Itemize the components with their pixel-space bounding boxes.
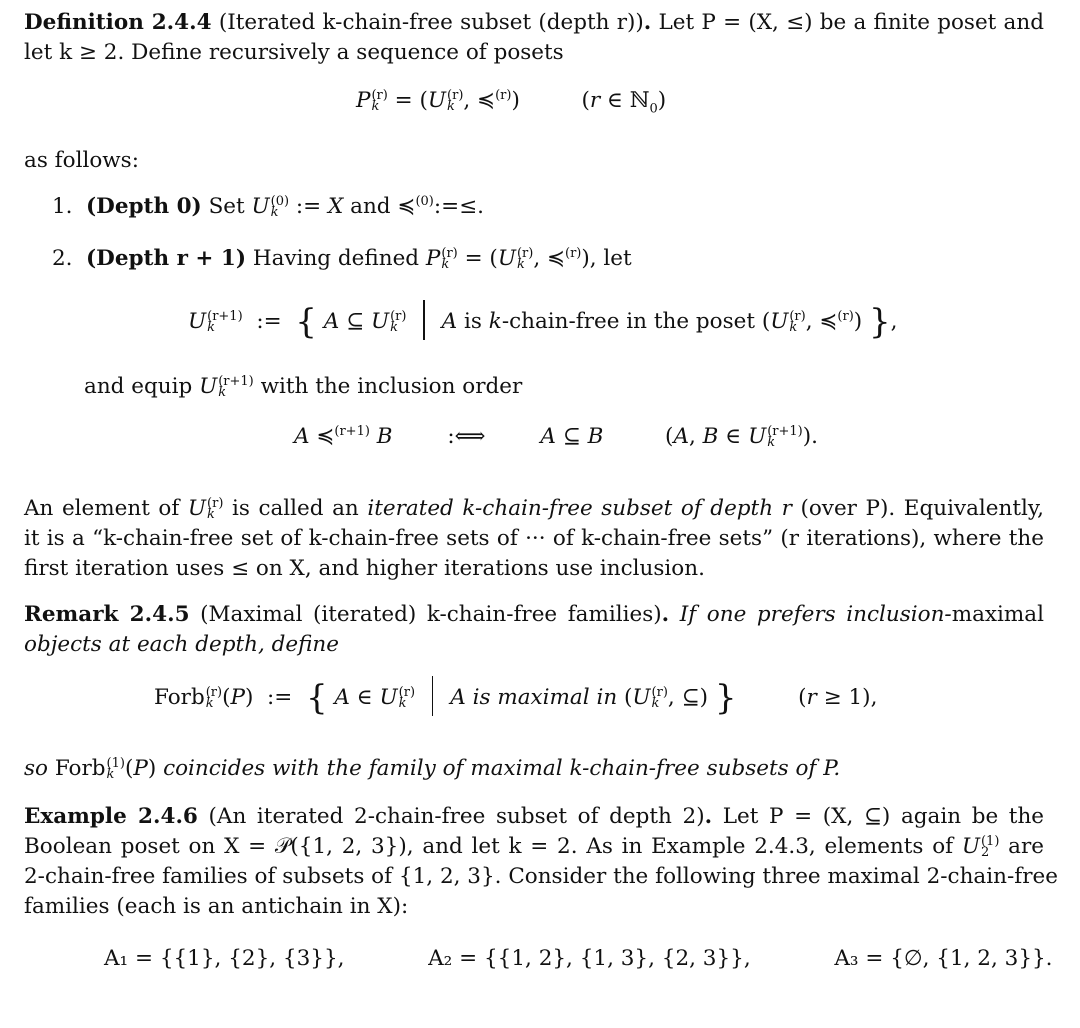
equip-inclusion-order: and equip U (r+1) k with the inclusion order: [84, 374, 523, 400]
remark-conclusion: so Forb (1) k (P) coincides with the family of maximal k-chain-free subsets of P.: [24, 756, 841, 782]
paragraph-iterated: An element of U (r) k is called an iterated k-chain-free subset of depth r (over P). Equivalently, it is a “k-chain-free set of k-chain-free sets of ··· of k-chain-free sets” (r iterations), where the first iteration uses ≤ on X, and higher iterations use inclusion.: [24, 496, 1044, 581]
as-follows: as follows:: [24, 148, 139, 173]
family-A3: A₃ = {∅, {1, 2, 3}}.: [834, 946, 1053, 971]
list-label-depth-r1: (Depth r + 1): [86, 246, 247, 271]
example-title: (An iterated 2-chain-free subset of depth 2): [208, 804, 705, 829]
definition-line-1: Definition 2.4.4 (Iterated k-chain-free subset (depth r)). Let P = (X, ≤) be a finite poset and: [24, 10, 1044, 35]
list-number-2: 2.: [52, 246, 73, 271]
family-A1: A₁ = {{1}, {2}, {3}},: [104, 946, 345, 971]
list-label-depth-0: (Depth 0): [86, 194, 202, 219]
list-item-depth-r-plus-1: 2. (Depth r + 1) Having defined P (r) k = (U (r) k , ≼$^{(r)}$), let: [52, 245, 632, 272]
list-item-depth-0: 1. (Depth 0) Set U (0) k := X and ≼$^{(0)}$:=≤.: [52, 193, 484, 220]
equation-poset-sequence: P (r) k = (U (r) k , ≼$^{(r)}$) (r ∈ ℕ$_0$): [356, 87, 667, 117]
list-number-1: 1.: [52, 194, 73, 219]
definition-line-2: [24, 38, 1044, 68]
definition-text-2: let k ≥ 2. Define recursively a sequence of posets: [24, 40, 564, 65]
remark-title: (Maximal (iterated) k-chain-free families): [200, 602, 662, 627]
equation-U-r-plus-1: U (r+1) k := { A ⊆ U (r) k A is k-chain-free in the poset (U (r) k , ≼$^{(r)}$) },: [188, 302, 898, 342]
equation-forb: Forb (r) k (P) := { A ∈ U (r) k A is maximal in (U (r) k , ⊆) } (r ≥ 1),: [154, 678, 878, 718]
equation-inclusion-order: A ≼$^{(r+1)}$ B :⟺ A ⊆ B (A, B ∈ U (r+1) k ).: [294, 423, 818, 450]
family-A2: A₂ = {{1, 2}, {1, 3}, {2, 3}},: [428, 946, 751, 971]
definition-title: (Iterated k-chain-free subset (depth r)): [218, 10, 644, 35]
definition-text-1: Let P = (X, ≤) be a finite poset and: [658, 10, 1044, 35]
example-heading: Example 2.4.6: [24, 804, 198, 829]
remark-heading: Remark 2.4.5: [24, 602, 190, 627]
equation-families: [104, 946, 1053, 971]
example-2-4-6: Example 2.4.6 (An iterated 2-chain-free subset of depth 2). Let P = (X, ⊆) again be the Boolean poset on X = 𝒫({1, 2, 3}), and let k = 2. As in Example 2.4.3, elements of U (1) 2 are 2-chain-free families of subsets of {1, 2, 3}. Consider the following three maximal 2-chain-free families (each is an antichain in X):: [24, 804, 1058, 919]
remark-2-4-5: Remark 2.4.5 (Maximal (iterated) k-chain-free families). If one prefers inclusion-maximal objects at each depth, define: [24, 602, 1044, 657]
definition-heading: Definition 2.4.4: [24, 10, 212, 35]
definition-2-4-4: [24, 8, 1044, 68]
